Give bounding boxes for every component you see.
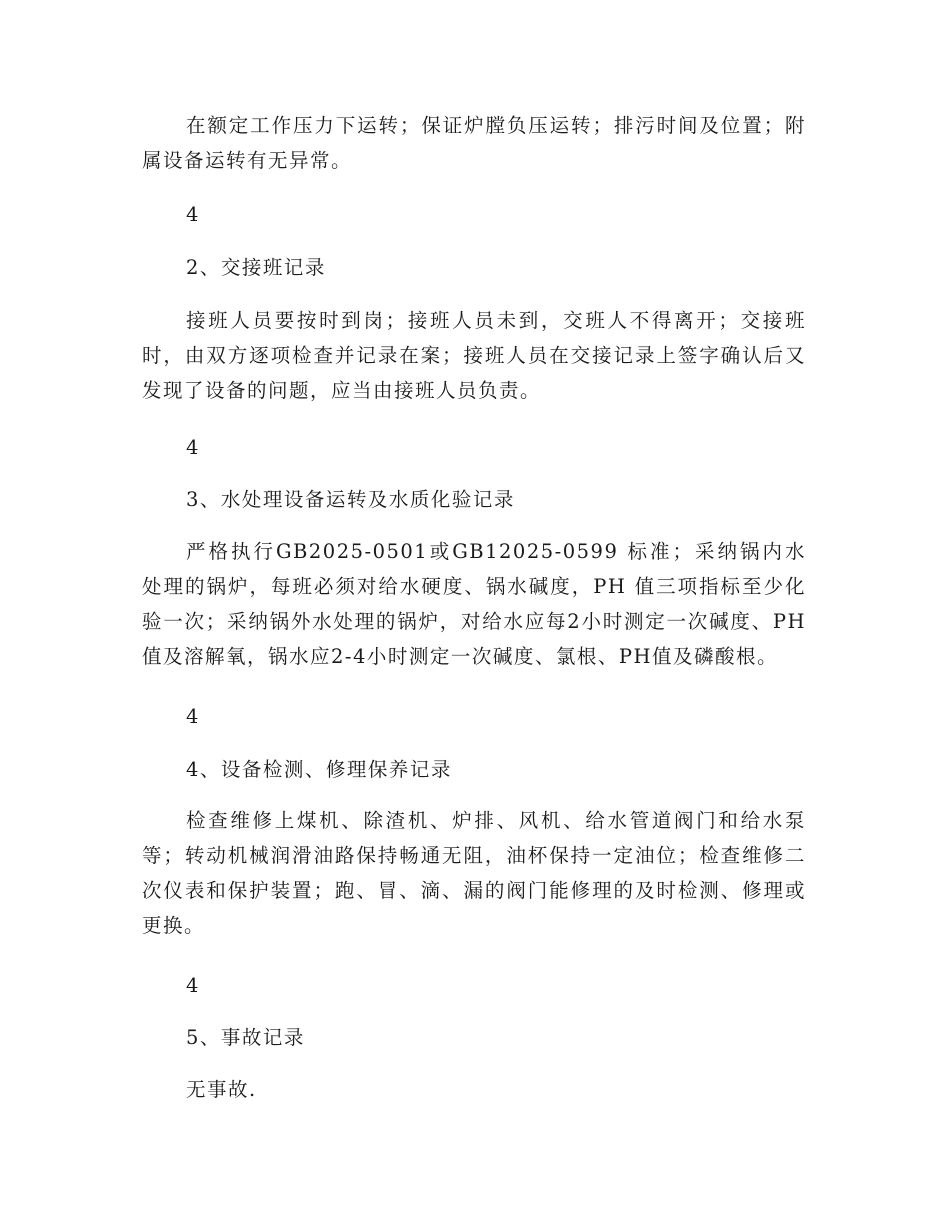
section-heading-water-treatment: 3、水处理设备运转及水质化验记录 bbox=[186, 488, 515, 511]
section-heading-accident-record: 5、事故记录 bbox=[186, 1026, 305, 1049]
paragraph-equipment-maintenance: 检查维修上煤机、除渣机、炉排、风机、给水管道阀门和给水泵等；转动机械润滑油路保持畅通无阻，油杯保持一定油位；检查维修二次仪表和保护装置；跑、冒、滴、漏的阀门能修理的及时检测、修理或更换。 bbox=[142, 809, 806, 937]
section-heading-equipment-maintenance: 4、设备检测、修理保养记录 bbox=[186, 758, 452, 781]
paragraph-accident-record: 无事故. bbox=[186, 1078, 257, 1101]
document-page bbox=[142, 0, 806, 1230]
score-number: 4 bbox=[186, 436, 200, 459]
score-number: 4 bbox=[186, 705, 200, 728]
paragraph-water-treatment: 严格执行GB2025-0501或GB12025-0599 标准；采纳锅内水处理的锅炉，每班必须对给水硬度、锅水碱度，PH 值三项指标至少化验一次；采纳锅外水处理的锅炉，对给水应每2小时测定一次碱度、PH值及溶解氧，锅水应2-4小时测定一次碱度、氯根、PH值及磷酸根。 bbox=[142, 540, 806, 668]
score-number: 4 bbox=[186, 974, 200, 997]
section-heading-shift-handover: 2、交接班记录 bbox=[186, 256, 326, 279]
score-number: 4 bbox=[186, 203, 200, 226]
paragraph-boiler-operation: 在额定工作压力下运转；保证炉膛负压运转；排污时间及位置；附属设备运转有无异常。 bbox=[142, 114, 806, 172]
paragraph-shift-handover: 接班人员要按时到岗；接班人员未到，交班人不得离开；交接班时，由双方逐项检查并记录在案；接班人员在交接记录上签字确认后又发现了设备的问题，应当由接班人员负责。 bbox=[142, 309, 806, 402]
